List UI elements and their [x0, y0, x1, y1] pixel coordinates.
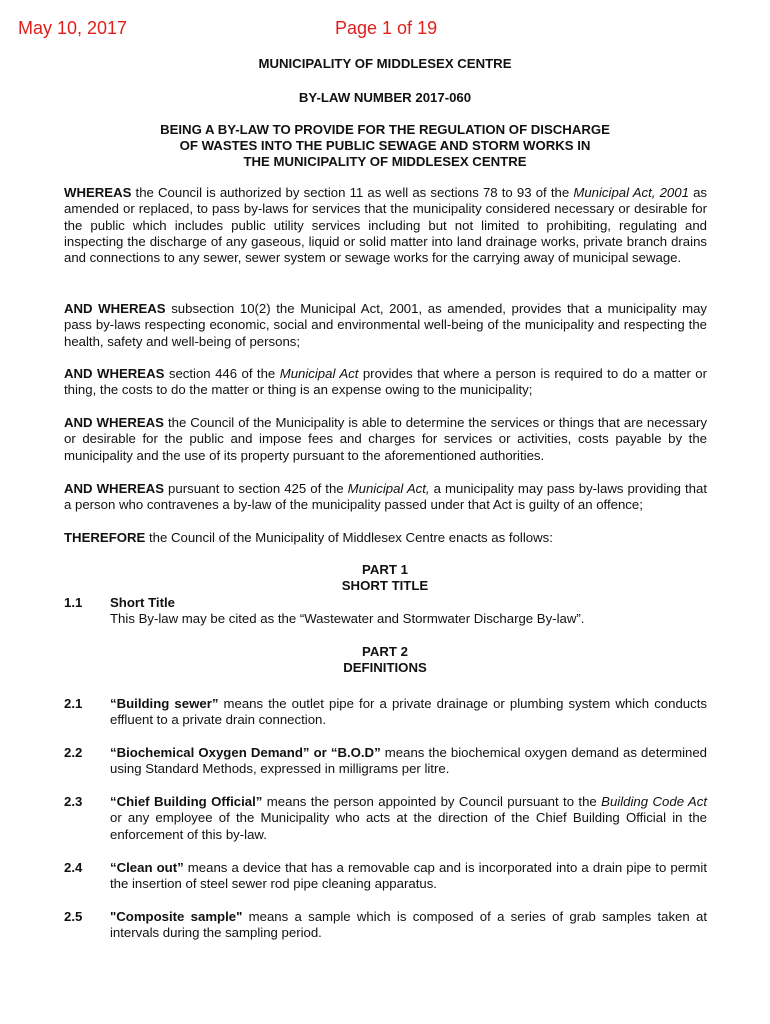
section-1-1-number: 1.1	[64, 595, 83, 610]
definition-2-3-number: 2.3	[64, 794, 83, 809]
recital-text-2: as amended or replaced, to pass by-laws for services that the municipality considered necessary or desirable for the public which includes public utility services including but not limited to prohibiting, regulating and inspecting the discharge of any gaseous, liquid or solid matter into land drainage works, private branch drains and connections to any sewer, sewer system or sewage works for the carrying away of municipal sewage.	[64, 185, 707, 266]
section-1-1-title: Short Title	[110, 595, 175, 610]
recital-text: pursuant to section 425 of the	[164, 481, 348, 496]
bylaw-title-line-3: THE MUNICIPALITY OF MIDDLESEX CENTRE	[243, 154, 527, 169]
definition-term: “Clean out”	[110, 860, 184, 875]
recital-text: section 446 of the	[164, 366, 280, 381]
definition-2-2-number: 2.2	[64, 745, 83, 760]
recital-and-whereas-2	[64, 366, 707, 399]
recital-text-2: a municipality may pass by-laws providing that a person who contravenes a by-law of the municipality passed under that Act is guilty of an offence;	[64, 481, 708, 513]
definition-term: “Biochemical Oxygen Demand” or “B.O.D”	[110, 745, 381, 760]
recital-lead: WHEREAS	[64, 185, 132, 200]
bylaw-number: BY-LAW NUMBER 2017-060	[298, 90, 472, 105]
definition-term: "Composite sample"	[110, 909, 243, 924]
definition-2-2	[110, 745, 707, 778]
definition-2-3	[110, 794, 707, 843]
section-1-1	[110, 595, 707, 628]
definition-italic: Building Code Act	[601, 794, 707, 809]
bylaw-title-line-1: BEING A BY-LAW TO PROVIDE FOR THE REGULATION OF DISCHARGE	[160, 122, 610, 137]
part-2-title: DEFINITIONS	[343, 660, 427, 675]
recital-lead: AND WHEREAS	[64, 415, 164, 430]
recital-lead: AND WHEREAS	[64, 366, 165, 381]
recital-lead: AND WHEREAS	[64, 481, 165, 496]
definition-term: “Chief Building Official”	[110, 794, 263, 809]
recital-and-whereas-1	[64, 301, 707, 350]
recital-text-2: provides that where a person is required to do a matter or thing, the costs to do the matter or thing is an expense owing to the municipality;	[64, 366, 708, 398]
recital-text: the Council of the Municipality is able to determine the services or things that are necessary or desirable for the public and impose fees and charges for services or activities, costs payable by the municipality and the use of its property pursuant to the aforementioned authorities.	[64, 415, 708, 463]
definition-2-4	[110, 860, 707, 893]
part-1-number: PART 1	[362, 562, 408, 577]
section-1-1-text: This By-law may be cited as the “Wastewater and Stormwater Discharge By-law”.	[110, 611, 585, 627]
part-1-heading	[0, 562, 770, 594]
definition-2-4-number: 2.4	[64, 860, 83, 875]
definition-2-1-number: 2.1	[64, 696, 83, 711]
recital-italic: Municipal Act, 2001	[573, 185, 689, 200]
bylaw-title	[0, 122, 770, 170]
date-stamp: May 10, 2017	[18, 18, 128, 38]
part-1-title: SHORT TITLE	[341, 578, 429, 593]
recital-lead: AND WHEREAS	[64, 301, 166, 316]
recital-text: subsection 10(2) the Municipal Act, 2001, as amended, provides that a municipality may pass by-laws respecting economic, social and environmental well-being of the municipality and respecting the health, safety and well-being of persons;	[64, 301, 707, 349]
municipality-heading: MUNICIPALITY OF MIDDLESEX CENTRE	[258, 56, 512, 71]
recital-text: the Council of the Municipality of Middlesex Centre enacts as follows:	[145, 530, 553, 545]
recital-italic: Municipal Act,	[347, 481, 430, 496]
definition-text: means a device that has a removable cap and is incorporated into a drain pipe to permit the insertion of steel sewer rod pipe cleaning apparatus.	[110, 860, 708, 892]
recital-lead: THEREFORE	[64, 530, 146, 545]
recital-and-whereas-3	[64, 415, 707, 464]
definition-text: means the outlet pipe for a private drainage or plumbing system which conducts effluent to a private drain connection.	[110, 696, 707, 728]
recital-italic: Municipal Act	[279, 366, 359, 381]
definition-2-5	[110, 909, 707, 942]
definition-text: means a sample which is composed of a series of grab samples taken at intervals during the sampling period.	[110, 909, 707, 941]
definition-term: “Building sewer”	[110, 696, 219, 711]
recital-and-whereas-4	[64, 481, 707, 514]
definition-text-2: or any employee of the Municipality who acts at the direction of the Chief Building Official in the enforcement of this by-law.	[110, 810, 707, 842]
bylaw-title-line-2: OF WASTES INTO THE PUBLIC SEWAGE AND STORM WORKS IN	[179, 138, 591, 153]
recital-text: the Council is authorized by section 11 as well as sections 78 to 93 of the	[131, 185, 574, 200]
part-2-number: PART 2	[362, 644, 408, 659]
page-number-stamp: Page 1 of 19	[335, 18, 438, 38]
definition-text: means the person appointed by Council pursuant to the	[262, 794, 602, 809]
recital-therefore	[64, 530, 707, 546]
part-2-heading	[0, 644, 770, 676]
recital-whereas	[64, 185, 707, 266]
definition-2-1	[110, 696, 707, 729]
definition-2-5-number: 2.5	[64, 909, 83, 924]
definition-text: means the biochemical oxygen demand as determined using Standard Methods, expressed in milligrams per litre.	[110, 745, 708, 777]
